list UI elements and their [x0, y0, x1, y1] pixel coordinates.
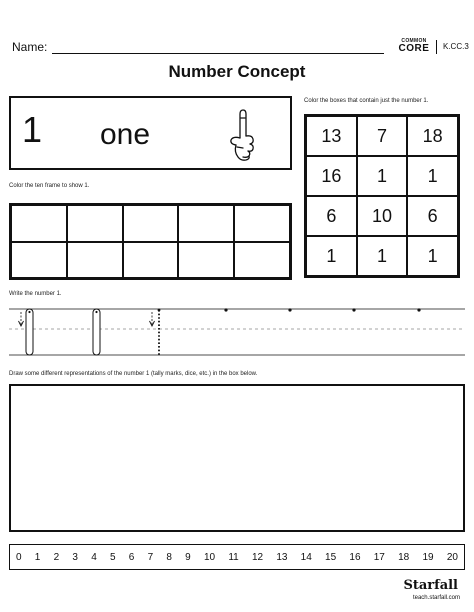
ten-frame-cell[interactable]	[234, 205, 290, 242]
number-line-number: 18	[398, 551, 410, 563]
number-line-number: 10	[203, 551, 216, 563]
number-grid-cell[interactable]: 1	[357, 156, 408, 196]
number-grid-cell[interactable]: 1	[306, 236, 357, 276]
ten-frame-cell[interactable]	[178, 205, 234, 242]
start-dot	[224, 308, 227, 311]
ten-frame-cell[interactable]	[11, 242, 67, 279]
standard-code: K.CC.3	[443, 42, 469, 51]
number-word: one	[100, 118, 151, 151]
header-divider	[436, 40, 437, 54]
number-line-number: 3	[72, 551, 78, 563]
tracing-area[interactable]	[9, 300, 465, 364]
common-core-logo-top: COMMON	[401, 38, 427, 44]
trace-example-3	[150, 309, 161, 355]
ten-frame-cell[interactable]	[123, 242, 179, 279]
hand-one-finger-icon	[222, 108, 262, 164]
site-url: teach.starfall.com	[412, 595, 460, 601]
number-line-number: 9	[185, 551, 191, 563]
number-line-number: 17	[373, 551, 385, 563]
ten-frame-instruction: Color the ten frame to show 1.	[9, 183, 90, 189]
number-line-number: 0	[16, 551, 22, 563]
number-line-number: 7	[147, 551, 154, 563]
trace-example-1	[19, 309, 34, 355]
number-line	[9, 544, 465, 570]
name-label: Name:	[12, 40, 48, 54]
trace-example-2	[93, 309, 100, 355]
number-grid-cell[interactable]: 6	[306, 196, 357, 236]
color-grid-instruction: Color the boxes that contain just the number 1.	[304, 98, 429, 104]
page-title: Number Concept	[168, 62, 306, 81]
number-line-number: 14	[300, 551, 312, 563]
number-grid-cell[interactable]: 1	[357, 236, 408, 276]
number-line-number: 11	[228, 551, 239, 563]
brand-logo: Starfall	[403, 578, 458, 593]
number-grid-cell[interactable]: 6	[407, 196, 458, 236]
ten-frame-cell[interactable]	[234, 242, 290, 279]
number-grid-cell[interactable]: 16	[306, 156, 357, 196]
number-grid-cell[interactable]: 13	[306, 116, 357, 156]
ten-frame-cell[interactable]	[178, 242, 234, 279]
number-digit: 1	[22, 109, 43, 150]
number-grid-cell[interactable]: 1	[407, 236, 458, 276]
number-line-number: 16	[349, 551, 361, 563]
start-dot	[352, 308, 355, 311]
drawing-box[interactable]	[9, 384, 465, 532]
number-line-number: 4	[91, 551, 97, 563]
number-line-number: 20	[446, 551, 458, 563]
number-grid-cell[interactable]: 18	[407, 116, 458, 156]
start-dot	[417, 308, 420, 311]
start-dot	[288, 308, 291, 311]
number-line-number: 2	[53, 551, 60, 563]
number-line-number: 12	[251, 551, 264, 563]
ten-frame	[9, 203, 292, 280]
number-grid-cell[interactable]: 1	[407, 156, 458, 196]
number-line-number: 13	[276, 551, 288, 563]
number-line-number: 8	[166, 551, 172, 563]
ten-frame-cell[interactable]	[67, 205, 123, 242]
ten-frame-cell[interactable]	[67, 242, 123, 279]
number-grid-cell[interactable]: 10	[357, 196, 408, 236]
common-core-logo	[394, 39, 434, 54]
ten-frame-cell[interactable]	[11, 205, 67, 242]
draw-instruction: Draw some different representations of the number 1 (tally marks, dice, etc.) in the box below.	[9, 371, 258, 377]
name-field[interactable]	[52, 53, 384, 54]
number-grid-cell[interactable]: 7	[357, 116, 408, 156]
ten-frame-cell[interactable]	[123, 205, 179, 242]
number-line-number: 15	[325, 551, 337, 563]
number-line-number: 5	[109, 551, 116, 563]
common-core-logo-bottom: CORE	[398, 43, 430, 54]
write-instruction: Write the number 1.	[9, 291, 62, 297]
number-grid	[304, 114, 460, 278]
number-line-number: 19	[422, 551, 434, 563]
number-line-number: 1	[34, 551, 41, 563]
number-line-number: 6	[128, 551, 135, 563]
